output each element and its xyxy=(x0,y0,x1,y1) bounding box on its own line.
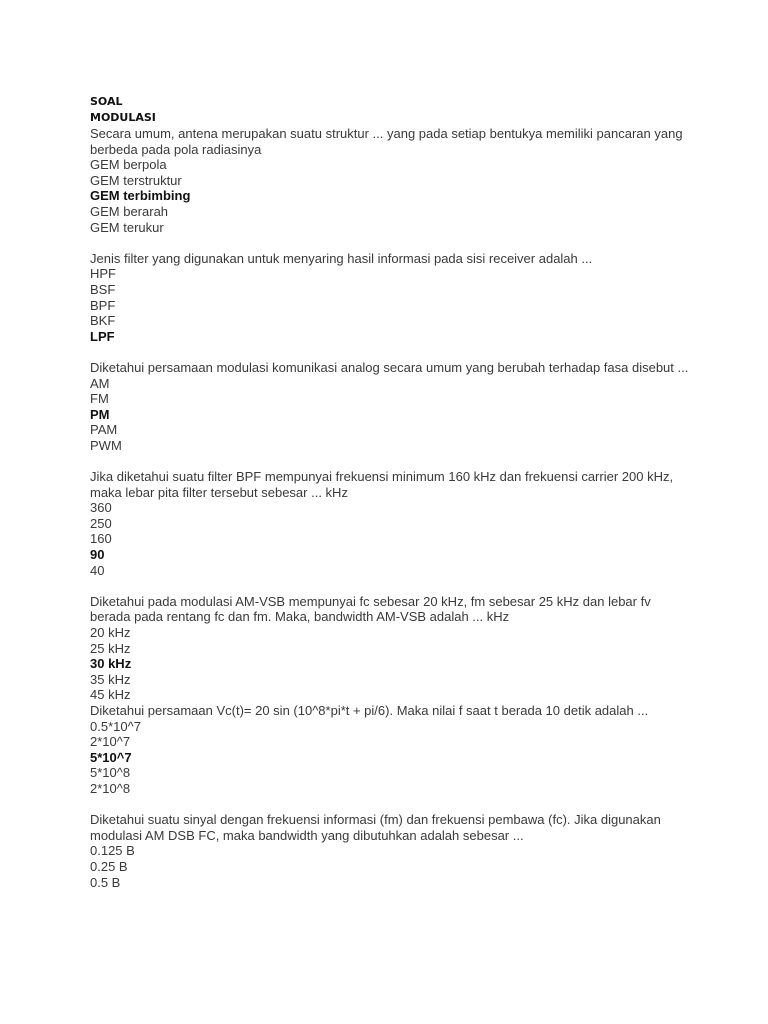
answer-option: HPF xyxy=(90,266,116,282)
answer-option: AM xyxy=(90,375,110,391)
answer-option: 40 xyxy=(90,562,105,578)
answer-option: FM xyxy=(90,391,109,407)
answer-option: 250 xyxy=(90,515,112,531)
question-text: Jenis filter yang digunakan untuk menyaring hasil informasi pada sisi receiver adalah ... xyxy=(90,250,593,266)
question-block xyxy=(90,812,690,890)
question-block xyxy=(90,360,690,454)
answer-option: 0.125 B xyxy=(90,843,135,859)
answer-option: GEM terukur xyxy=(90,219,164,235)
question-block xyxy=(90,703,690,797)
answer-option: 0.5*10^7 xyxy=(90,718,141,734)
answer-options xyxy=(90,157,690,235)
answer-option: 360 xyxy=(90,500,112,516)
question-text: Jika diketahui suatu filter BPF mempunyai frekuensi minimum 160 kHz dan frekuensi carrier 200 kHz, maka lebar pita filter tersebut sebesar ... kHz xyxy=(90,469,674,500)
question-text: Diketahui suatu sinyal dengan frekuensi informasi (fm) dan frekuensi pembawa (fc). Jika digunakan modulasi AM DSB FC, maka bandwidth yang dibutuhkan adalah sebesar ... xyxy=(90,812,661,843)
answer-option-correct: PM xyxy=(90,406,110,422)
question-block xyxy=(90,469,690,578)
answer-option: GEM terstruktur xyxy=(90,172,182,188)
question-block xyxy=(90,594,690,703)
answer-option: BPF xyxy=(90,297,116,313)
answer-option-correct: 30 kHz xyxy=(90,656,132,672)
answer-option: 25 kHz xyxy=(90,640,131,656)
question-block xyxy=(90,126,690,235)
answer-option: 35 kHz xyxy=(90,671,131,687)
document-subtitle: MODULASI xyxy=(90,111,156,124)
answer-option-correct: GEM terbimbing xyxy=(90,188,191,204)
answer-options xyxy=(90,843,690,890)
answer-option: 160 xyxy=(90,531,112,547)
answer-option: PAM xyxy=(90,422,118,438)
question-list xyxy=(90,126,690,890)
document-title: SOAL xyxy=(90,95,123,108)
answer-option: 2*10^8 xyxy=(90,780,131,796)
answer-options xyxy=(90,625,690,703)
answer-option: 0.5 B xyxy=(90,874,121,890)
answer-option-correct: LPF xyxy=(90,328,115,344)
answer-option: BSF xyxy=(90,281,116,297)
answer-option-correct: 5*10^7 xyxy=(90,749,132,765)
answer-options xyxy=(90,719,690,797)
question-text: Secara umum, antena merupakan suatu struktur ... yang pada setiap bentukya memiliki pancaran yang berbeda pada pola radiasinya xyxy=(90,126,683,157)
answer-option: GEM berpola xyxy=(90,157,167,173)
answer-option: BKF xyxy=(90,313,116,329)
answer-option: GEM berarah xyxy=(90,203,169,219)
answer-options xyxy=(90,376,690,454)
answer-option: PWM xyxy=(90,437,122,453)
answer-options xyxy=(90,266,690,344)
question-block xyxy=(90,251,690,345)
question-text: Diketahui persamaan Vc(t)= 20 sin (10^8*pi*t + pi/6). Maka nilai f saat t berada 10 detik adalah ... xyxy=(90,702,649,718)
question-text: Diketahui pada modulasi AM-VSB mempunyai fc sebesar 20 kHz, fm sebesar 25 kHz dan lebar fv berada pada rentang fc dan fm. Maka, bandwidth AM-VSB adalah ... kHz xyxy=(90,593,651,625)
answer-option: 2*10^7 xyxy=(90,734,131,750)
answer-option: 0.25 B xyxy=(90,858,128,874)
document-page xyxy=(90,94,690,890)
answer-option: 20 kHz xyxy=(90,625,131,640)
question-text: Diketahui persamaan modulasi komunikasi analog secara umum yang berubah terhadap fasa disebut ... xyxy=(90,359,689,375)
answer-option-correct: 90 xyxy=(90,547,105,563)
answer-options xyxy=(90,500,690,578)
answer-option: 5*10^8 xyxy=(90,765,131,781)
answer-option: 45 kHz xyxy=(90,687,131,703)
